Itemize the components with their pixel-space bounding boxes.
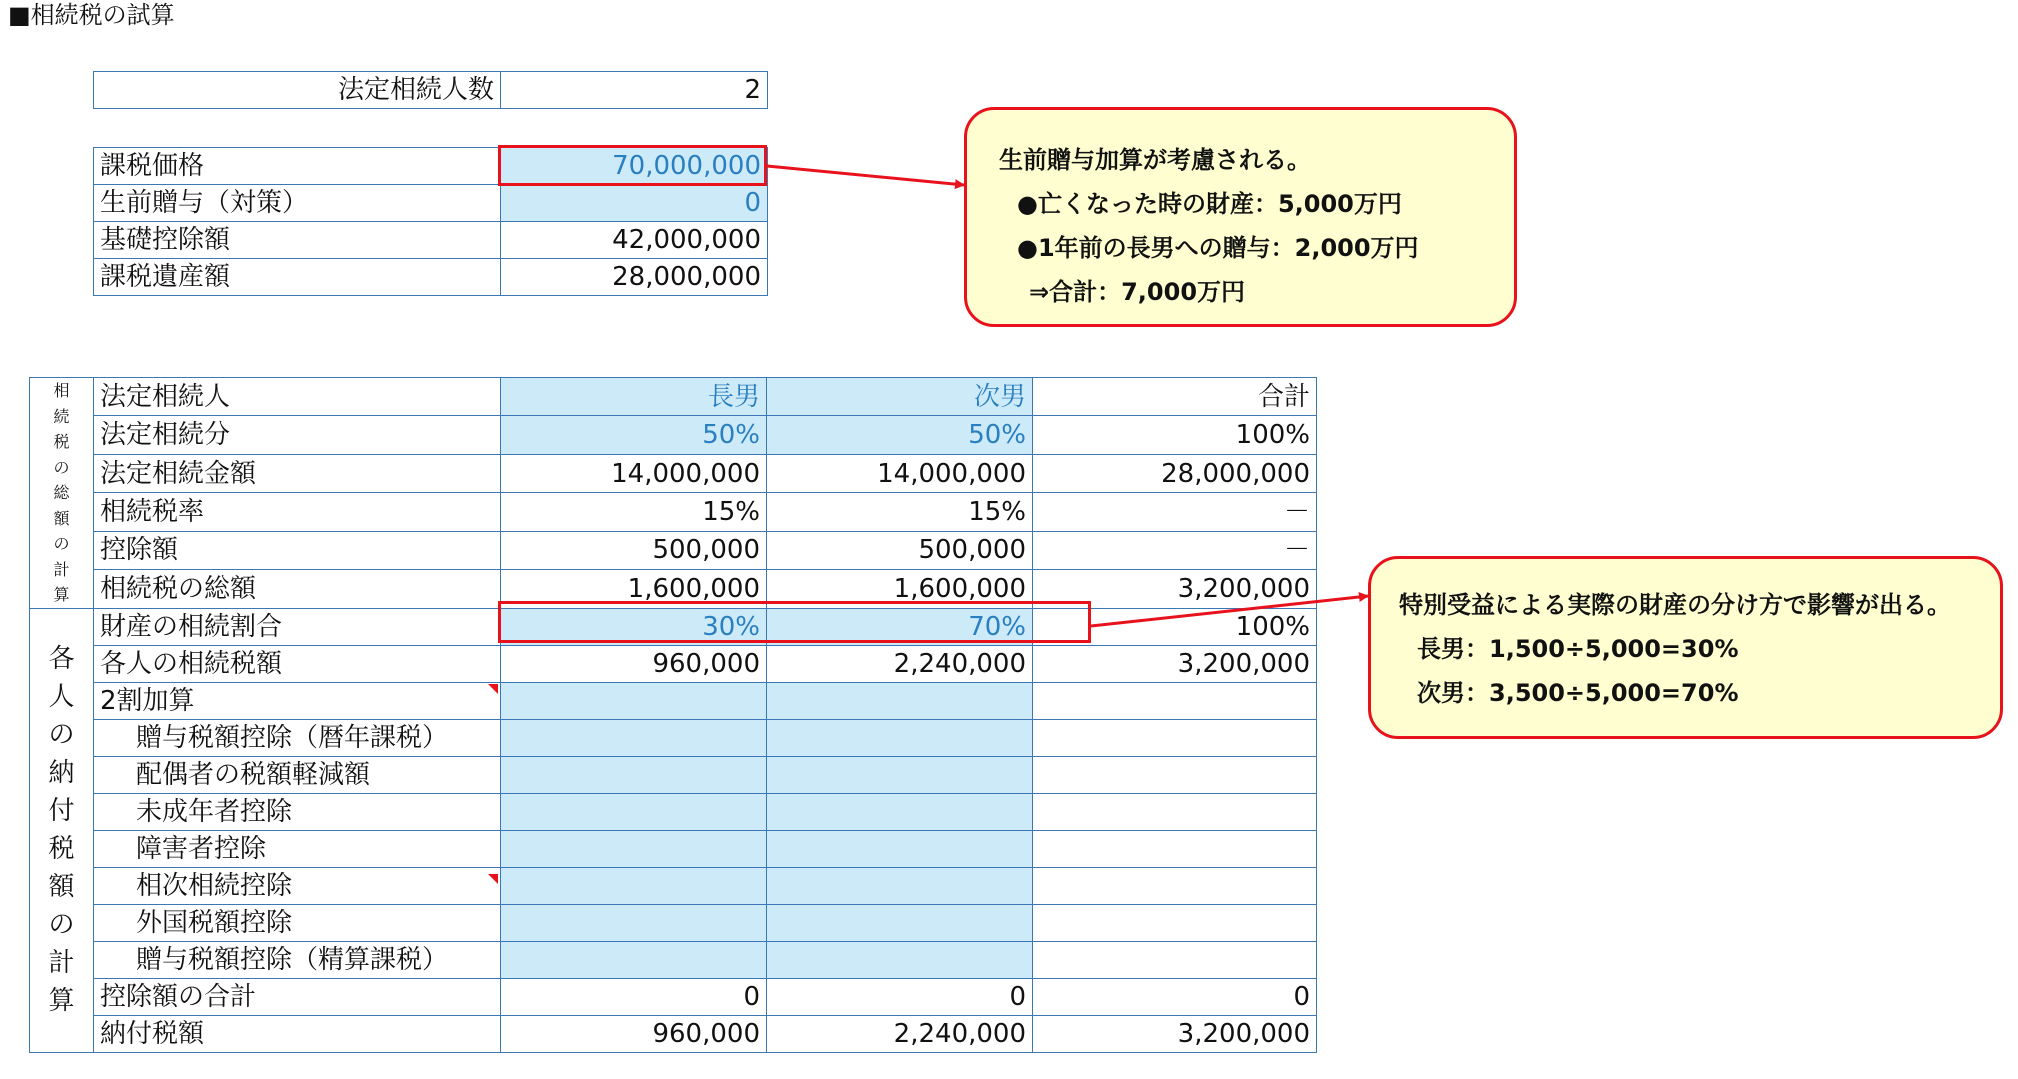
vertical-label-char: の (53, 534, 70, 553)
vertical-label-char: 計 (53, 559, 70, 579)
vertical-label-char: 付 (48, 796, 75, 826)
vertical-label-char: 計 (48, 948, 75, 978)
vertical-label-char: 納 (48, 758, 75, 788)
taxable-price-input[interactable]: 70,000,000 (501, 148, 768, 185)
cell-eldest-son: 14,000,000 (501, 454, 767, 492)
cell-eldest-son: 960,000 (501, 1015, 767, 1052)
vertical-label-char: 人 (48, 682, 75, 712)
taxable-estate-label: 課税遺産額 (94, 259, 501, 296)
row-label: 相続税率 (94, 493, 501, 531)
row-label: 控除額の合計 (94, 978, 501, 1015)
vertical-label-char: 算 (53, 585, 70, 604)
row-label: 各人の相続税額 (94, 645, 501, 682)
lifetime-gift-input[interactable]: 0 (501, 185, 768, 222)
cell-eldest-son: 960,000 (501, 645, 767, 682)
heirs-count-label: 法定相続人数 (94, 72, 501, 109)
cell-eldest-son: 500,000 (501, 531, 767, 569)
cell-total: 3,200,000 (1033, 1015, 1317, 1052)
vertical-label-char: 税 (53, 432, 70, 451)
cell-total: 100% (1033, 608, 1317, 645)
row-label: 2割加算 (94, 682, 501, 719)
row-label: 外国税額控除 (94, 904, 501, 941)
vertical-label-char: 相 (53, 381, 70, 400)
arrow-to-callout2 (1091, 596, 1368, 626)
row-label: 相次相続控除 (94, 867, 501, 904)
cell-total: － (1033, 531, 1317, 569)
vertical-label-char: 総 (53, 483, 70, 502)
cell-eldest-son: 1,600,000 (501, 570, 767, 608)
vertical-label-char: 各 (48, 644, 75, 674)
cell-eldest-son: 15% (501, 493, 767, 531)
callout2-line2: 長男：1,500÷5,000=30% (1417, 635, 1739, 663)
cell-second-son: 1,600,000 (767, 570, 1033, 608)
callout1-line4: ⇒合計：7,000万円 (1029, 278, 1246, 306)
cell-total: － (1033, 493, 1317, 531)
row-label: 贈与税額控除（暦年課税） (94, 719, 501, 756)
cell-total: 28,000,000 (1033, 454, 1317, 492)
callout2-line3: 次男：3,500÷5,000=70% (1417, 679, 1739, 707)
vertical-label-char: の (48, 720, 75, 750)
row-label: 控除額 (94, 531, 501, 569)
cell-total: 100% (1033, 416, 1317, 454)
row-label: 法定相続分 (94, 416, 501, 454)
vertical-label-char: 額 (48, 872, 75, 902)
taxable-estate-value: 28,000,000 (501, 259, 768, 296)
vertical-label-char: 算 (48, 986, 75, 1016)
cell-eldest-son[interactable]: 長男 (501, 378, 767, 416)
vertical-label-char: 続 (53, 406, 70, 426)
cell-second-son: 2,240,000 (767, 1015, 1033, 1052)
cell-total: 3,200,000 (1033, 645, 1317, 682)
basic-deduction-value: 42,000,000 (501, 222, 768, 259)
lifetime-gift-label: 生前贈与（対策） (94, 185, 501, 222)
taxable-price-label: 課税価格 (94, 148, 501, 185)
cell-eldest-son: 0 (501, 978, 767, 1015)
callout2-line1: 特別受益による実際の財産の分け方で影響が出る。 (1399, 591, 1951, 619)
row-label: 財産の相続割合 (94, 608, 501, 645)
vertical-label-char: 税 (48, 834, 75, 864)
row-label: 贈与税額控除（精算課税） (94, 941, 501, 978)
row-label: 配偶者の税額軽減額 (94, 756, 501, 793)
callout1-line3: ●1年前の長男への贈与：2,000万円 (1017, 234, 1419, 262)
row-label: 未成年者控除 (94, 793, 501, 830)
cell-second-son[interactable]: 50% (767, 416, 1033, 454)
callout1-line2: ●亡くなった時の財産：5,000万円 (1017, 190, 1402, 218)
cell-second-son[interactable]: 次男 (767, 378, 1033, 416)
vertical-label-char: の (53, 457, 70, 477)
cell-eldest-son[interactable]: 50% (501, 416, 767, 454)
row-label: 納付税額 (94, 1015, 501, 1052)
row-label: 法定相続人 (94, 378, 501, 416)
vertical-label-char: の (48, 910, 75, 940)
arrow-to-callout1 (767, 166, 964, 185)
cell-second-son: 15% (767, 493, 1033, 531)
cell-second-son[interactable]: 70% (767, 608, 1033, 645)
cell-total: 0 (1033, 978, 1317, 1015)
heirs-count-value[interactable]: 2 (501, 72, 768, 109)
page-title: ■相続税の試算 (8, 1, 175, 29)
gift-addition-callout (964, 107, 1517, 327)
cell-eldest-son[interactable]: 30% (501, 608, 767, 645)
basic-deduction-label: 基礎控除額 (94, 222, 501, 259)
cell-second-son: 0 (767, 978, 1033, 1015)
callout1-line1: 生前贈与加算が考慮される。 (999, 146, 1311, 174)
cell-second-son: 14,000,000 (767, 454, 1033, 492)
cell-total: 3,200,000 (1033, 570, 1317, 608)
cell-total: 合計 (1033, 378, 1317, 416)
row-label: 障害者控除 (94, 830, 501, 867)
row-label: 法定相続金額 (94, 454, 501, 492)
special-benefit-callout (1368, 556, 2003, 739)
vertical-label-char: 額 (53, 508, 70, 528)
cell-second-son: 500,000 (767, 531, 1033, 569)
cell-second-son: 2,240,000 (767, 645, 1033, 682)
row-label: 相続税の総額 (94, 570, 501, 608)
